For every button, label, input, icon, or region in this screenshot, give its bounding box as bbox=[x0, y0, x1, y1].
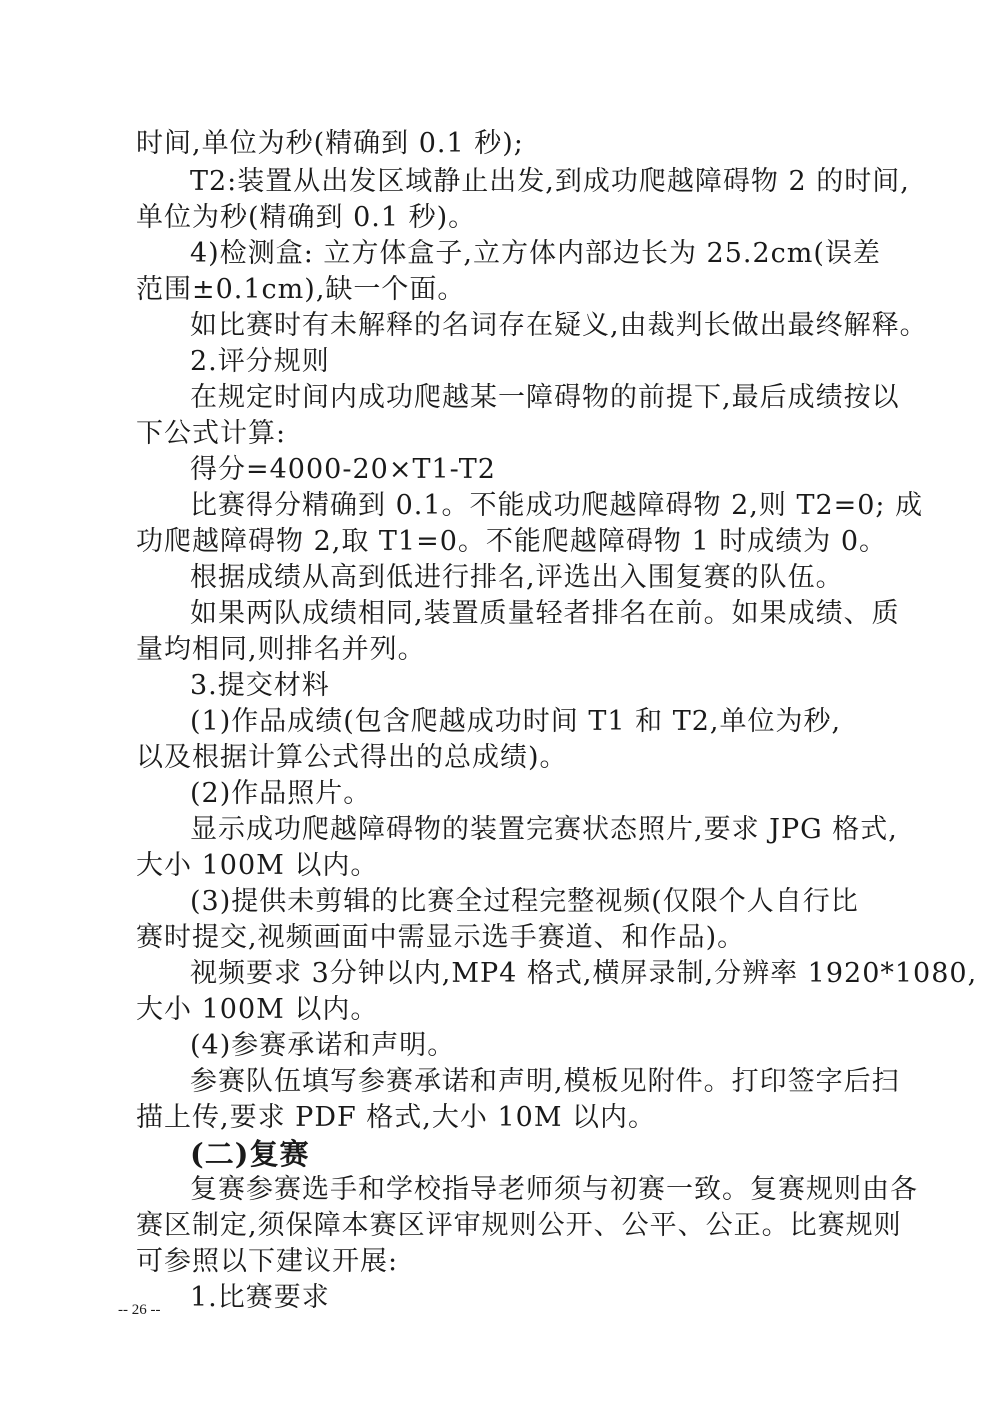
text-line: 可参照以下建议开展: bbox=[136, 1246, 399, 1277]
text-line: 如果两队成绩相同,装置质量轻者排名在前。如果成绩、质 bbox=[190, 598, 900, 629]
text-line: 描上传,要求 PDF 格式,大小 10M 以内。 bbox=[136, 1102, 657, 1133]
text-line: 范围±0.1cm),缺一个面。 bbox=[136, 274, 466, 305]
text-line: 在规定时间内成功爬越某一障碍物的前提下,最后成绩按以 bbox=[190, 382, 900, 413]
section-heading: 2.评分规则 bbox=[190, 346, 330, 377]
section-heading: (二)复赛 bbox=[190, 1137, 310, 1171]
text-line: 参赛队伍填写参赛承诺和声明,模板见附件。打印签字后扫 bbox=[190, 1066, 900, 1097]
text-line: 根据成绩从高到低进行排名,评选出入围复赛的队伍。 bbox=[190, 562, 844, 593]
text-line: (4)参赛承诺和声明。 bbox=[190, 1030, 456, 1061]
text-line: 量均相同,则排名并列。 bbox=[136, 634, 426, 665]
page-number: -- 26 -- bbox=[118, 1302, 161, 1318]
text-line: 显示成功爬越障碍物的装置完赛状态照片,要求 JPG 格式, bbox=[190, 814, 898, 845]
text-line: 功爬越障碍物 2,取 T1=0。不能爬越障碍物 1 时成绩为 0。 bbox=[136, 526, 888, 557]
section-heading: 3.提交材料 bbox=[190, 670, 330, 701]
text-line: 如比赛时有未解释的名词存在疑义,由裁判长做出最终解释。 bbox=[190, 310, 928, 341]
text-line: 单位为秒(精确到 0.1 秒)。 bbox=[136, 202, 477, 233]
text-line: 大小 100M 以内。 bbox=[136, 994, 379, 1025]
text-line: 时间,单位为秒(精确到 0.1 秒); bbox=[136, 128, 524, 159]
text-line: 复赛参赛选手和学校指导老师须与初赛一致。复赛规则由各 bbox=[190, 1174, 918, 1205]
text-line: 赛区制定,须保障本赛区评审规则公开、公平、公正。比赛规则 bbox=[136, 1210, 902, 1241]
text-line: 大小 100M 以内。 bbox=[136, 850, 379, 881]
text-line: T2:装置从出发区域静止出发,到成功爬越障碍物 2 的时间, bbox=[190, 166, 910, 197]
section-heading: 1.比赛要求 bbox=[190, 1282, 330, 1313]
text-line: 比赛得分精确到 0.1。不能成功爬越障碍物 2,则 T2=0; 成 bbox=[190, 490, 924, 521]
text-line: 以及根据计算公式得出的总成绩)。 bbox=[136, 742, 568, 773]
text-line: (1)作品成绩(包含爬越成功时间 T1 和 T2,单位为秒, bbox=[190, 706, 842, 737]
text-line: 赛时提交,视频画面中需显示选手赛道、和作品)。 bbox=[136, 922, 746, 953]
text-line: 下公式计算: bbox=[136, 418, 287, 449]
text-line: 视频要求 3分钟以内,MP4 格式,横屏录制,分辨率 1920*1080, bbox=[190, 958, 978, 989]
text-line: (3)提供未剪辑的比赛全过程完整视频(仅限个人自行比 bbox=[190, 886, 859, 917]
text-line: 4)检测盒: 立方体盒子,立方体内部边长为 25.2cm(误差 bbox=[190, 238, 881, 269]
formula-line: 得分=4000-20×T1-T2 bbox=[190, 454, 496, 485]
text-line: (2)作品照片。 bbox=[190, 778, 372, 809]
